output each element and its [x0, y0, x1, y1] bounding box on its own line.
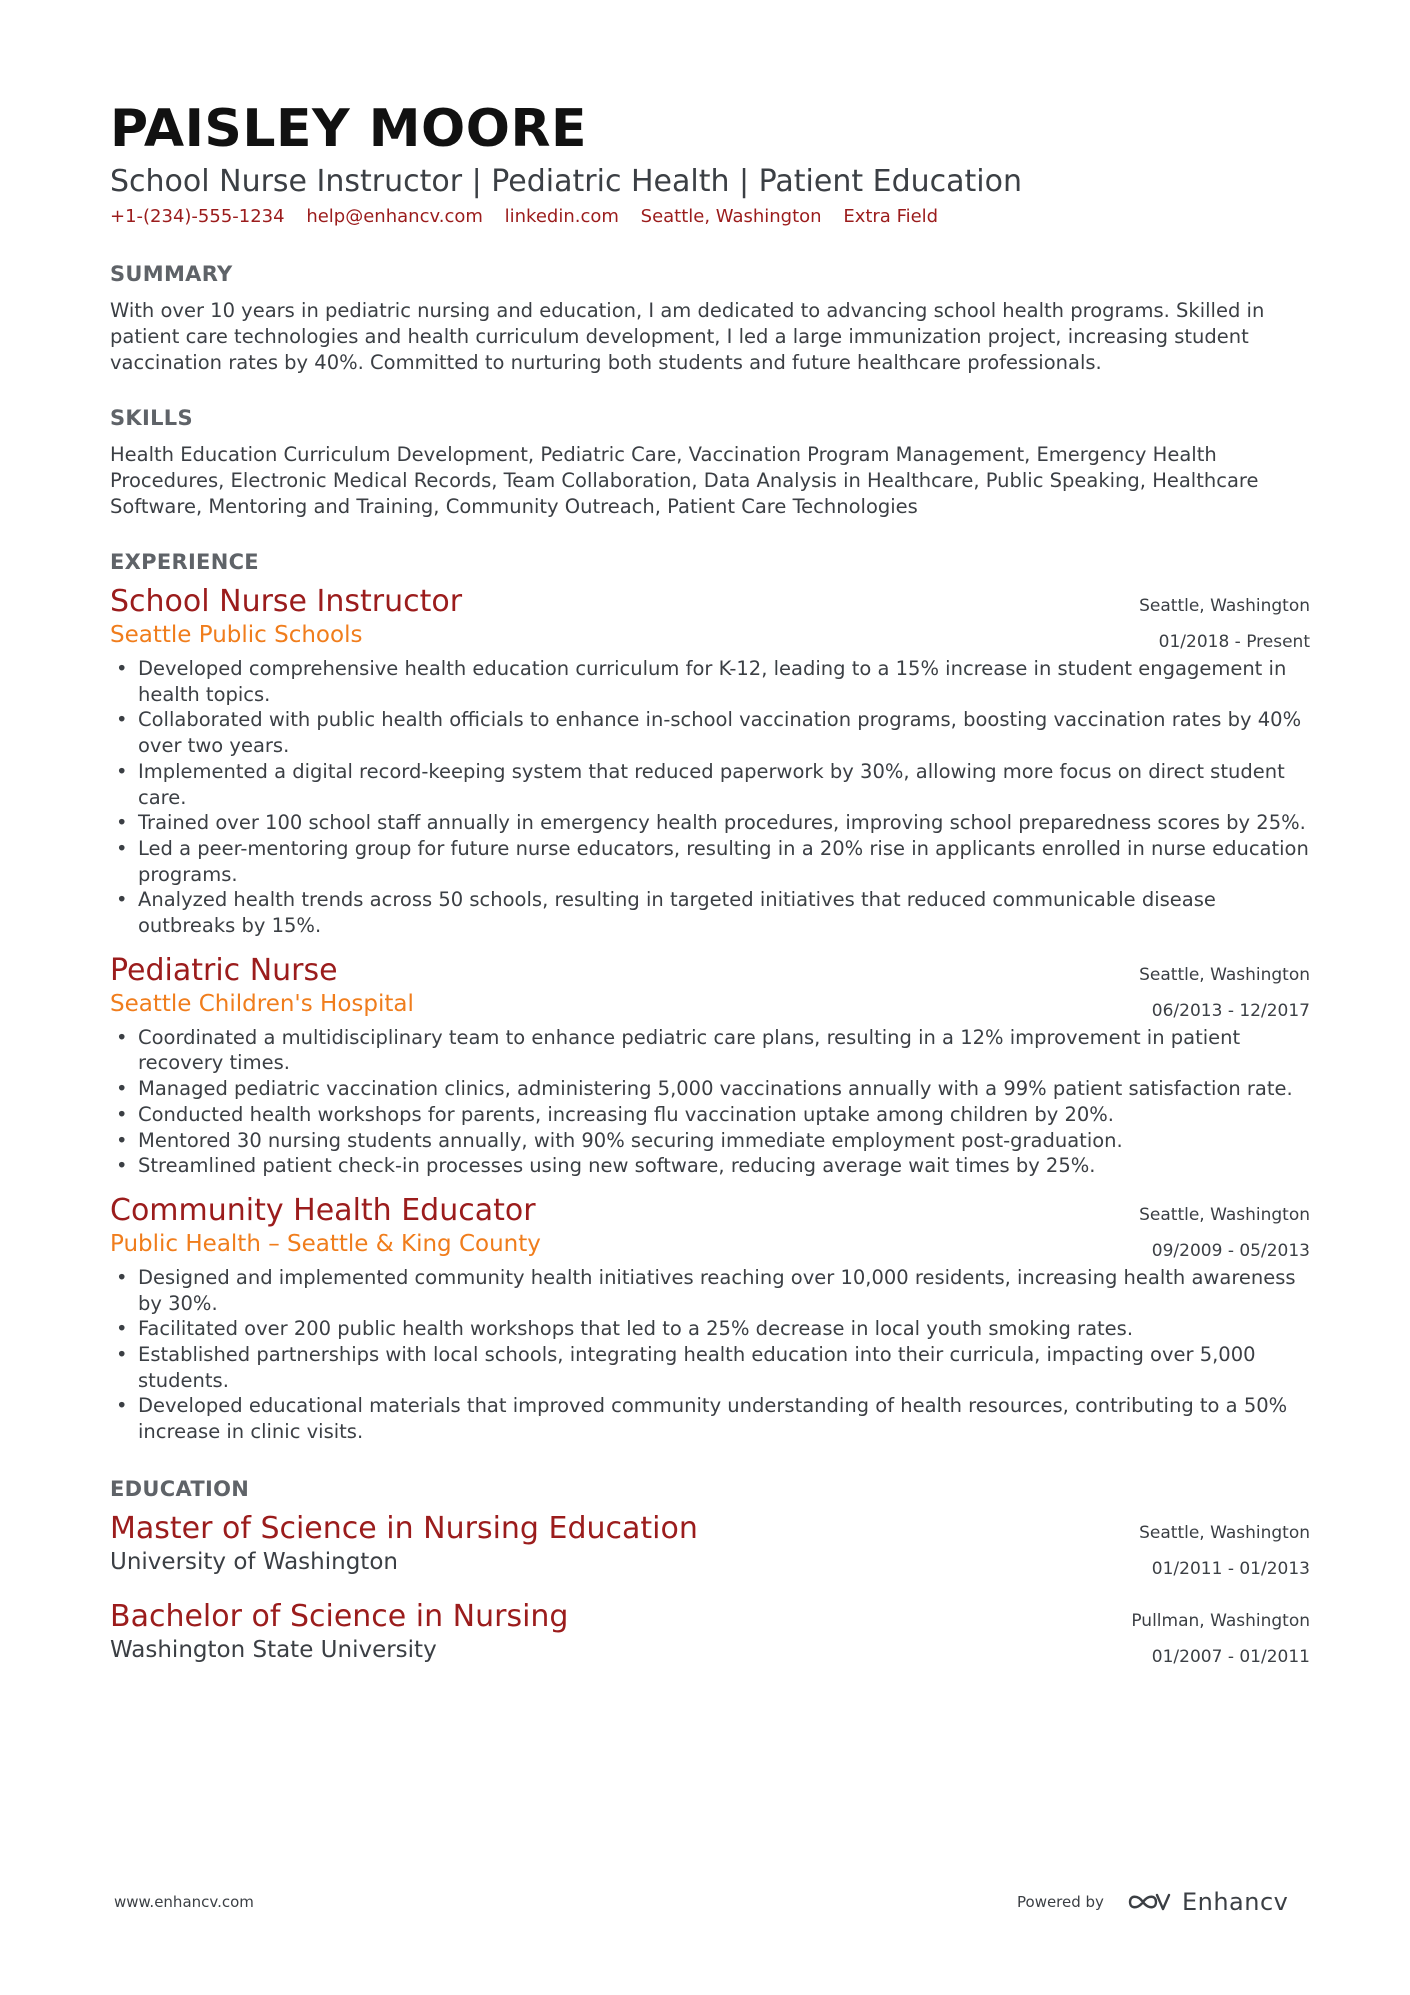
education-location: Seattle, Washington	[1139, 1522, 1310, 1543]
job-entry	[110, 584, 1310, 939]
education-entry	[110, 1599, 1310, 1665]
job-entry	[110, 953, 1310, 1179]
job-title: Community Health Educator	[110, 1192, 536, 1228]
job-meta	[1139, 957, 1310, 1029]
job-bullets	[110, 1265, 1310, 1445]
linkedin-link[interactable]: linkedin.com	[504, 206, 619, 227]
skills-title: SKILLS	[110, 406, 193, 430]
job-bullets	[110, 656, 1310, 939]
summary-section	[110, 260, 1310, 376]
job-dates: 09/2009 - 05/2013	[1151, 1240, 1310, 1261]
bullet-item: • Mentored 30 nursing students annually, with 90% securing immediate employment post-graduation.	[110, 1128, 1310, 1154]
job-location: Seattle, Washington	[1139, 1204, 1310, 1225]
education-section	[110, 1475, 1310, 1665]
headline: School Nurse Instructor | Pediatric Health | Patient Education	[110, 164, 1023, 199]
location: Seattle, Washington	[640, 206, 822, 227]
job-location: Seattle, Washington	[1139, 964, 1310, 985]
summary-title: SUMMARY	[110, 262, 233, 286]
bullet-item: • Conducted health workshops for parents, increasing flu vaccination uptake among children by 20%.	[110, 1102, 1310, 1128]
education-location: Pullman, Washington	[1131, 1610, 1310, 1631]
experience-section	[110, 548, 1310, 1445]
bullet-item: • Led a peer-mentoring group for future nurse educators, resulting in a 20% rise in applicants enrolled in nurse education programs.	[110, 836, 1310, 887]
footer-branding	[1017, 1888, 1288, 1916]
bullet-item: • Developed educational materials that improved community understanding of health resources, contributing to a 50% increase in clinic visits.	[110, 1393, 1310, 1444]
job-dates: 06/2013 - 12/2017	[1151, 1000, 1310, 1021]
job-entry	[110, 1193, 1310, 1445]
school-name: University of Washington	[110, 1548, 398, 1575]
bullet-item: • Implemented a digital record-keeping system that reduced paperwork by 30%, allowing more focus on direct student care.	[110, 759, 1310, 810]
brand-name: Enhancv	[1181, 1888, 1289, 1916]
contact-info	[110, 204, 1310, 230]
bullet-item: • Collaborated with public health officials to enhance in-school vaccination programs, boosting vaccination rates by 40% over two years.	[110, 707, 1310, 758]
bullet-item: • Developed comprehensive health education curriculum for K-12, leading to a 15% increase in student engagement in health topics.	[110, 656, 1310, 707]
education-title: EDUCATION	[110, 1476, 250, 1501]
job-meta	[1139, 1197, 1310, 1269]
job-dates: 01/2018 - Present	[1158, 632, 1310, 652]
email-link[interactable]: help@enhancv.com	[306, 206, 483, 227]
resume-content	[110, 96, 1310, 1665]
education-entry	[110, 1511, 1310, 1577]
job-title: School Nurse Instructor	[110, 584, 463, 619]
job-meta	[1139, 588, 1310, 660]
bullet-item: • Analyzed health trends across 50 schools, resulting in targeted initiatives that reduced communicable disease outbreaks by 15%.	[110, 887, 1310, 938]
degree-title: Master of Science in Nursing Education	[110, 1510, 698, 1546]
job-company: Public Health – Seattle & King County	[110, 1230, 541, 1257]
bullet-item: • Streamlined patient check-in processes using new software, reducing average wait times by 25%.	[110, 1153, 1310, 1179]
education-meta	[1139, 1515, 1310, 1587]
job-company: Seattle Public Schools	[110, 622, 363, 648]
header	[110, 96, 1310, 230]
school-name: Washington State University	[110, 1636, 437, 1663]
bullet-item: • Designed and implemented community health initiatives reaching over 10,000 residents, increasing health awareness by 30%.	[110, 1265, 1310, 1316]
summary-text: With over 10 years in pediatric nursing and education, I am dedicated to advancing school health programs. Skilled in patient care technologies and health curriculum development, I led a large immunization project, increasing student vaccination rates by 40%. Committed to nurturing both students and future healthcare professionals.	[110, 299, 1265, 374]
footer-website[interactable]: www.enhancv.com	[114, 1893, 254, 1911]
experience-title: EXPERIENCE	[110, 550, 259, 574]
job-company: Seattle Children's Hospital	[110, 990, 414, 1017]
phone[interactable]: +1-(234)-555-1234	[110, 206, 285, 227]
education-dates: 01/2007 - 01/2011	[1151, 1646, 1310, 1667]
bullet-item: • Established partnerships with local schools, integrating health education into their curricula, impacting over 5,000 students.	[110, 1342, 1310, 1393]
enhancv-logo-icon	[1126, 1889, 1172, 1915]
skills-section	[110, 404, 1310, 520]
education-meta	[1131, 1603, 1310, 1675]
candidate-name: PAISLEY MOORE	[110, 99, 588, 159]
extra-field: Extra Field	[843, 206, 939, 227]
job-location: Seattle, Washington	[1139, 596, 1310, 616]
powered-by-label: Powered by	[1017, 1893, 1104, 1911]
bullet-item: • Facilitated over 200 public health workshops that led to a 25% decrease in local youth smoking rates.	[110, 1316, 1310, 1342]
education-dates: 01/2011 - 01/2013	[1151, 1558, 1310, 1579]
bullet-item: • Coordinated a multidisciplinary team to enhance pediatric care plans, resulting in a 12% improvement in patient recovery times.	[110, 1025, 1310, 1076]
degree-title: Bachelor of Science in Nursing	[110, 1598, 569, 1634]
bullet-item: • Trained over 100 school staff annually in emergency health procedures, improving school preparedness scores by 25%.	[110, 810, 1310, 836]
job-title: Pediatric Nurse	[110, 952, 338, 988]
job-bullets	[110, 1025, 1310, 1179]
skills-text: Health Education Curriculum Development, Pediatric Care, Vaccination Program Management, Emergency Health Procedures, Electronic Medical Records, Team Collaboration, Data Analysis in Healthcare, Public Speaking, Healthcare Software, Mentoring and Training, Community Outreach, Patient Care Technologies	[110, 443, 1259, 518]
bullet-item: • Managed pediatric vaccination clinics, administering 5,000 vaccinations annually with a 99% patient satisfaction rate.	[110, 1076, 1310, 1102]
